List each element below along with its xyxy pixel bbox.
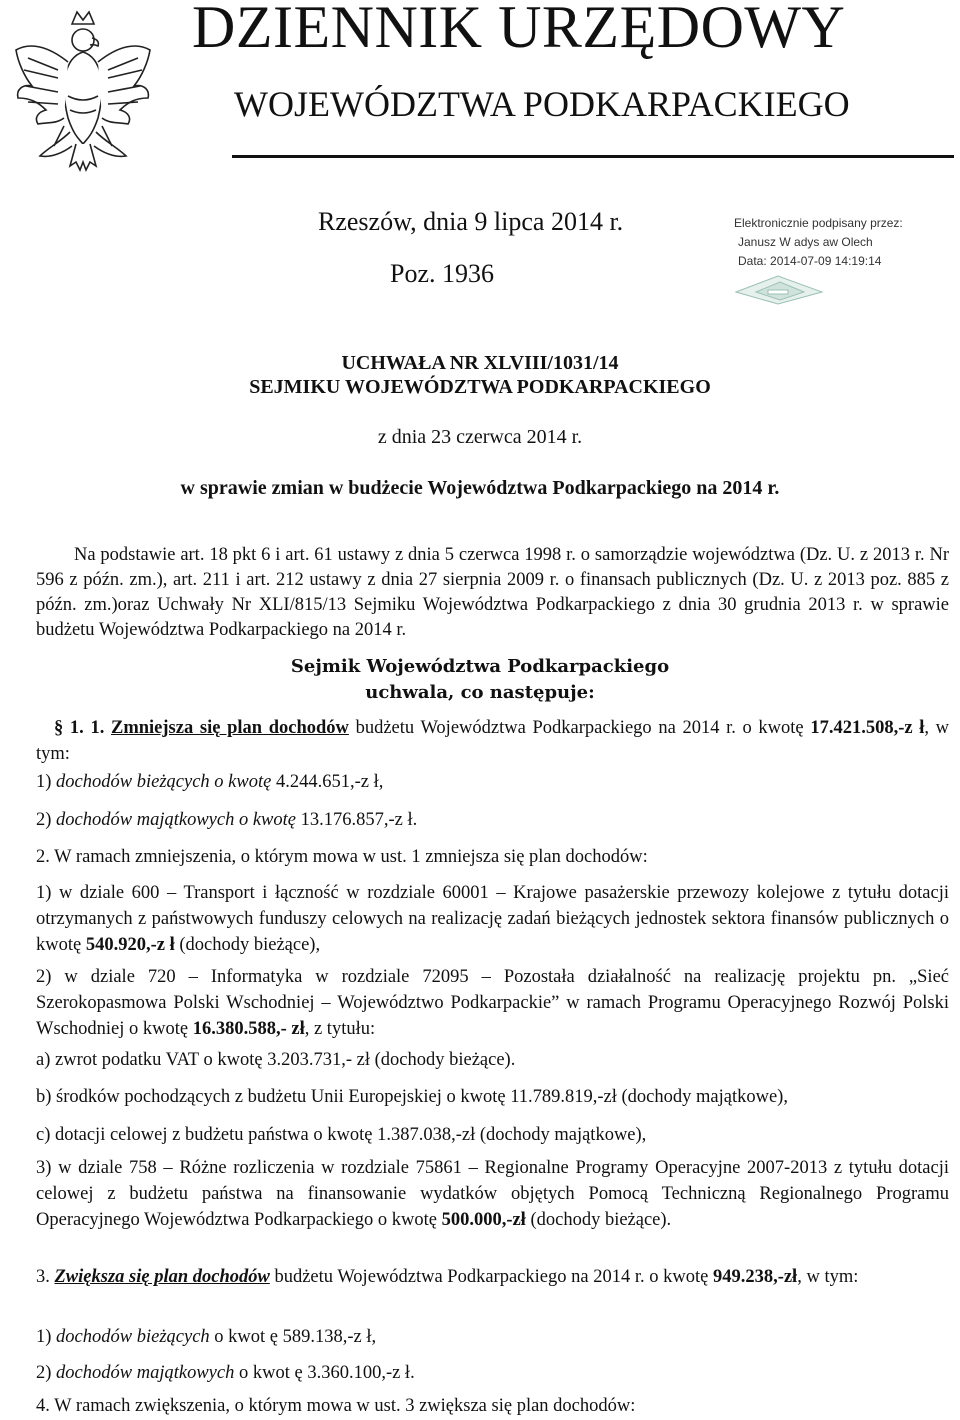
point-3-number: 3. bbox=[36, 1267, 55, 1287]
place-date: Rzeszów, dnia 9 lipca 2014 r. bbox=[318, 207, 624, 236]
position-number: Poz. 1936 bbox=[390, 259, 494, 288]
item-number: 2) bbox=[36, 1363, 57, 1383]
point-2-intro: 2. W ramach zmniejszenia, o którym mowa w ust. 1 zmniejsza się plan dochodów: bbox=[36, 847, 648, 867]
point-4-intro: 4. W ramach zwiększenia, o którym mowa w ust. 3 zwiększa się plan dochodów: bbox=[36, 1396, 636, 1416]
decrease-item-2 bbox=[36, 808, 417, 832]
item-label: dochodów majątkowych bbox=[56, 1363, 235, 1383]
item-end: . bbox=[410, 1363, 415, 1383]
increase-item-1 bbox=[36, 1325, 376, 1349]
item-end: , bbox=[371, 1327, 377, 1347]
item-number: 2) bbox=[36, 810, 57, 830]
increase-tail: , w tym: bbox=[797, 1267, 859, 1287]
increase-lead-rest: budżetu Województwa Podkarpackiego na 2014 r. o kwotę bbox=[269, 1267, 713, 1287]
gazette-title: DZIENNIK URZĘDOWY bbox=[192, 0, 846, 60]
sejmik-resolves: uchwala, co następuje: bbox=[365, 682, 595, 703]
decrease-lead-rest: budżetu Województwa Podkarpackiego na 2014 r. o kwotę bbox=[348, 718, 811, 738]
item-number: 1) bbox=[36, 1327, 57, 1347]
resolution-subject: w sprawie zmian w budżecie Województwa Podkarpackiego na 2014 r. bbox=[180, 477, 780, 499]
item-label: dochodów bieżących bbox=[56, 772, 210, 792]
item-value: 3.360.100,-z ł bbox=[307, 1363, 411, 1383]
increase-item-2 bbox=[36, 1361, 415, 1385]
decrease-lead: Zmniejsza się plan dochodów bbox=[111, 718, 349, 738]
item-label: dochodów bieżących bbox=[56, 1327, 210, 1347]
electronic-signature-block bbox=[734, 214, 903, 271]
item-value: 13.176.857,-z ł bbox=[300, 810, 413, 830]
item-number: 1) bbox=[36, 772, 57, 792]
signature-label: Elektronicznie podpisany przez: bbox=[734, 216, 903, 230]
section-1-label: § 1. 1. bbox=[54, 718, 105, 738]
item-end: . bbox=[412, 810, 418, 830]
item-amount: 16.380.588,- zł bbox=[192, 1019, 305, 1039]
point-2-item-2 bbox=[36, 964, 949, 1042]
resolution-issuer: SEJMIKU WOJEWÓDZTWA PODKARPACKIEGO bbox=[249, 376, 711, 398]
white-eagle-emblem-icon bbox=[8, 6, 158, 182]
item-mid: o kwot ę bbox=[234, 1363, 308, 1383]
item-amount: 500.000,-zł bbox=[441, 1210, 526, 1230]
item-text-end: , z tytułu: bbox=[304, 1019, 376, 1039]
item-amount: 540.920,-z ł bbox=[85, 935, 175, 955]
point-2-item-1 bbox=[36, 880, 949, 958]
title-divider bbox=[232, 155, 954, 158]
item-mid: o kwot ę bbox=[209, 1327, 283, 1347]
item-end: , bbox=[378, 772, 384, 792]
signature-date: Data: 2014-07-09 14:19:14 bbox=[738, 254, 882, 268]
sub-item-a: a) zwrot podatku VAT o kwotę 3.203.731,- zł (dochody bieżące). bbox=[36, 1050, 516, 1070]
decrease-total-amount: 17.421.508,-z ł bbox=[810, 718, 925, 738]
item-text: 2) w dziale 720 – Informatyka w rozdziale 72095 – Pozostała działalność na realizację projektu pn. „Sieć Szerokopasmowa Polski Wschodniej – Województwo Podkarpackie” w ramach Programu Operacyjnego Rozwój Polski Wschodniej o kwotę bbox=[36, 967, 949, 1039]
item-text-end: (dochody bieżące), bbox=[174, 935, 321, 955]
decrease-tail: , w tym: bbox=[36, 718, 950, 764]
sub-item-b: b) środków pochodzących z budżetu Unii Europejskiej o kwotę 11.789.819,-zł (dochody majątkowe), bbox=[36, 1087, 788, 1107]
item-mid: o kwotę bbox=[209, 772, 276, 792]
resolution-title: UCHWAŁA NR XLVIII/1031/14 bbox=[341, 352, 619, 374]
sub-item-c: c) dotacji celowej z budżetu państwa o kwotę 1.387.038,-zł (dochody majątkowe), bbox=[36, 1125, 647, 1145]
item-mid: o kwotę bbox=[234, 810, 301, 830]
item-text: 1) w dziale 600 – Transport i łączność w rozdziale 60001 – Krajowe pasażerskie przewozy kolejowe z tytułu dotacji otrzymanych z państwowych funduszy celowych na realizację zadań bieżących jednostek sektora finansów publicznych o kwotę bbox=[36, 883, 949, 955]
item-value: 589.138,-z ł bbox=[282, 1327, 372, 1347]
point-2-item-3 bbox=[36, 1155, 949, 1233]
legal-basis-paragraph: Na podstawie art. 18 pkt 6 i art. 61 ustawy z dnia 5 czerwca 1998 r. o samorządzie województwa (Dz. U. z 2013 r. Nr 596 z późn. zm.), art. 211 i art. 212 ustawy z dnia 27 sierpnia 2009 r. o finansach publicznych (Dz. U. z 2013 poz. 885 z późn. zm.)oraz Uchwały Nr XLI/815/13 Sejmiku Województwa Podkarpackiego z dnia 30 grudnia 2013 r. w sprawie budżetu Województwa Podkarpackiego na 2014 r. bbox=[36, 545, 949, 640]
item-text-end: (dochody bieżące). bbox=[525, 1210, 672, 1230]
decrease-item-1 bbox=[36, 770, 383, 794]
increase-total-amount: 949.238,-zł bbox=[712, 1267, 798, 1287]
sejmik-heading: Sejmik Województwa Podkarpackiego bbox=[290, 656, 670, 677]
resolution-date: z dnia 23 czerwca 2014 r. bbox=[377, 426, 583, 448]
point-3-paragraph bbox=[36, 1264, 949, 1290]
increase-lead: Zwiększa się plan dochodów bbox=[54, 1267, 270, 1287]
signature-name: Janusz W adys aw Olech bbox=[738, 235, 873, 249]
item-text: 3) w dziale 758 – Różne rozliczenia w rozdziale 75861 – Regionalne Programy Operacyjne 2007-2013 z tytułu dotacji celowej z budżetu państwa na finansowanie wydatków objętych Pomocą Techniczną Regionalnego Programu Operacyjnego Województwa Podkarpackiego o kwotę bbox=[36, 1158, 949, 1230]
item-value: 4.244.651,-z ł bbox=[275, 772, 379, 792]
gazette-subtitle: WOJEWÓDZTWA PODKARPACKIEGO bbox=[234, 84, 850, 124]
item-label: dochodów majątkowych bbox=[56, 810, 235, 830]
e-signature-mark-icon bbox=[734, 272, 824, 306]
section-1-paragraph bbox=[36, 715, 949, 767]
